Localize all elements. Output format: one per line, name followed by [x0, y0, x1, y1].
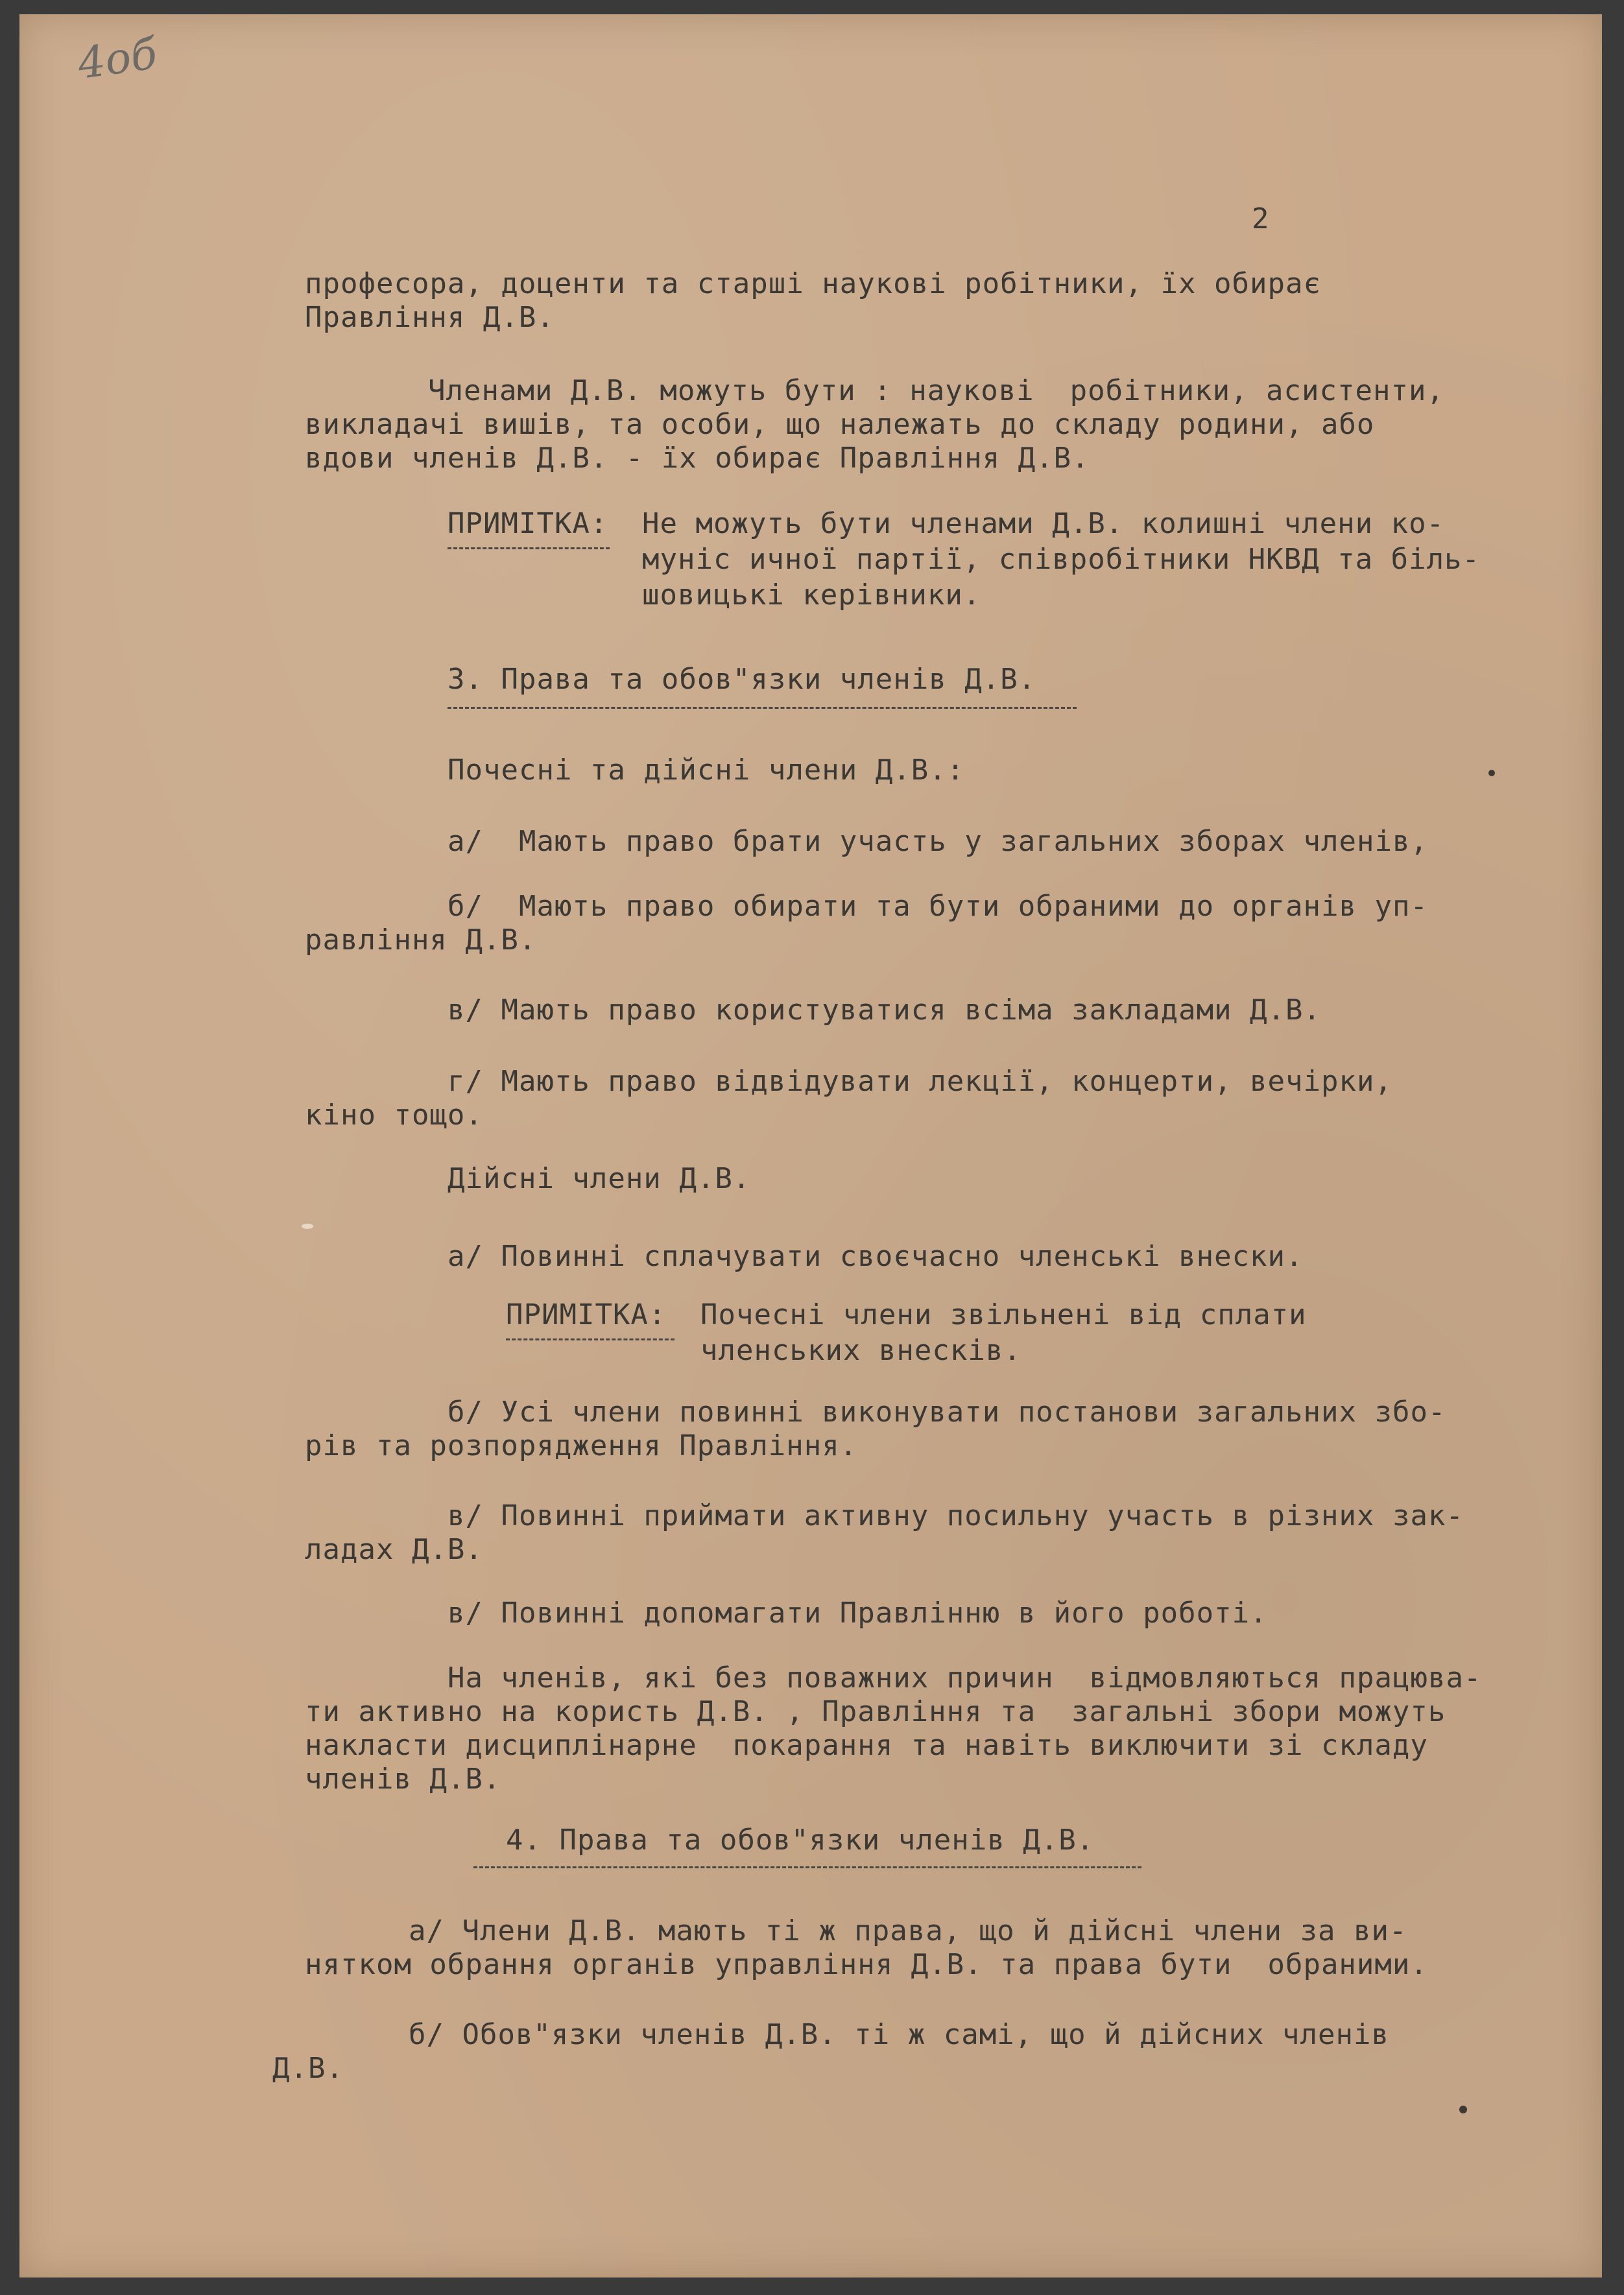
ink-speck [1459, 2106, 1467, 2113]
text-line: в/ Повинні приймати активну посильну участь в різних зак- [448, 1499, 1464, 1532]
text-line: в/ Повинні допомагати Правлінню в його роботі. [448, 1597, 1268, 1630]
text-line: професора, доценти та старші наукові робітники, їх обирає [305, 267, 1321, 300]
text-line: а/ Повинні сплачувати своєчасно членські внески. [448, 1240, 1304, 1273]
text-line: викладачі вишів, та особи, що належать до складу родини, або [305, 408, 1375, 441]
text-line: а/ Члени Д.В. мають ті ж права, що й дійсні члени за ви- [409, 1914, 1407, 1947]
section-heading: 3. Права та обов"язки членів Д.В. [448, 663, 1036, 696]
note-label-underline [448, 547, 610, 549]
text-line: нятком обрання органів управління Д.В. та права бути обраними. [305, 1948, 1428, 1981]
note-text-line: Не можуть бути членами Д.В. колишні члени ко- [642, 507, 1445, 540]
section-heading-underline [448, 707, 1077, 709]
archive-folio-mark: 4об [75, 28, 160, 89]
note-label-underline [506, 1338, 675, 1340]
note-label: ПРИМІТКА: [506, 1298, 667, 1331]
text-line: б/ Обов"язки членів Д.В. ті ж самі, що й дійсних членів [409, 2018, 1389, 2051]
text-line: Членами Д.В. можуть бути : наукові робітники, асистенти, [428, 374, 1444, 407]
text-line: кіно тощо. [305, 1099, 483, 1132]
note-text-line: Почесні члени звільнені від сплати [700, 1298, 1307, 1331]
text-line: ладах Д.В. [305, 1533, 483, 1566]
text-line: б/ Усі члени повинні виконувати постанови загальних збо- [448, 1396, 1446, 1429]
document-page [19, 14, 1602, 2277]
text-line: На членів, які без поважних причин відмовляються працюва- [448, 1661, 1482, 1694]
section-heading-underline [473, 1866, 1141, 1868]
page-number: 2 [1252, 202, 1270, 235]
text-line: Почесні та дійсні члени Д.В.: [448, 754, 965, 787]
section-heading: 4. Права та обов"язки членів Д.В. [506, 1824, 1095, 1857]
text-line: ти активно на користь Д.В. , Правління та загальні збори можуть [305, 1695, 1446, 1728]
text-line: накласти дисциплінарне покарання та навіть виключити зі складу [305, 1729, 1428, 1762]
text-line: б/ Мають право обирати та бути обраними до органів уп- [448, 890, 1428, 923]
text-line: членів Д.В. [305, 1763, 501, 1796]
text-line: Правління Д.В. [305, 301, 555, 334]
text-line: а/ Мають право брати участь у загальних зборах членів, [448, 825, 1428, 858]
text-line: г/ Мають право відвідувати лекції, концерти, вечірки, [448, 1065, 1392, 1098]
note-text-line: шовицькі керівники. [642, 578, 981, 612]
ink-speck [1488, 770, 1495, 776]
text-line: вдови членів Д.В. - їх обирає Правління Д.В. [305, 442, 1090, 475]
text-line: в/ Мають право користуватися всіма закладами Д.В. [448, 993, 1322, 1027]
note-label: ПРИМІТКА: [448, 507, 608, 540]
text-line: Дійсні члени Д.В. [448, 1162, 751, 1195]
note-text-line: членських внесків. [700, 1334, 1021, 1367]
note-text-line: муніс ичної партії, співробітники НКВД та біль- [642, 543, 1481, 576]
text-line: Д.В. [272, 2052, 344, 2085]
text-line: равління Д.В. [305, 923, 537, 957]
ink-speck [302, 1224, 313, 1229]
text-line: рів та розпорядження Правління. [305, 1429, 858, 1462]
